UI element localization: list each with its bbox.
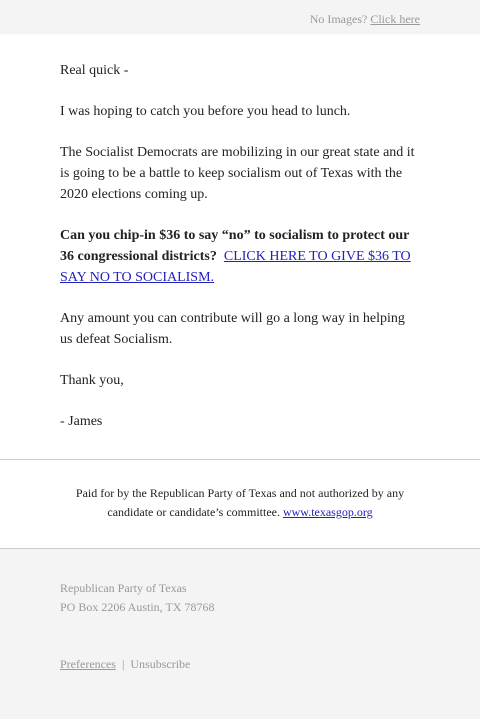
email-body [0, 34, 480, 459]
disclaimer-text: Paid for by the Republican Party of Texas and not authorized by any candidate or candidate’s committee. [75, 486, 405, 519]
paragraph-lunch: I was hoping to catch you before you head to lunch. [60, 104, 351, 119]
paid-for-disclaimer [0, 459, 480, 549]
org-name: Republican Party of Texas [60, 581, 187, 595]
mailing-address [60, 579, 420, 617]
donation-ask-bold: Can you chip-in $36 to say “no” to socialism to protect our 36 congressional districts? [60, 228, 410, 264]
donate-link[interactable]: CLICK HERE TO GIVE $36 TO SAY NO TO SOCIALISM. [60, 249, 411, 285]
paragraph-socialism: The Socialist Democrats are mobilizing in our great state and it is going to be a battle to keep socialism out of Texas with the 2020 elections coming up. [60, 145, 415, 202]
paragraph-contribute: Any amount you can contribute will go a long way in helping us defeat Socialism. [60, 311, 405, 347]
postal-address: PO Box 2206 Austin, TX 78768 [60, 600, 215, 614]
no-images-label: No Images? [309, 12, 371, 26]
thank-you: Thank you, [60, 373, 124, 388]
greeting: Real quick - [60, 63, 129, 78]
footer [0, 549, 480, 674]
website-link[interactable]: www.texasgop.org [282, 505, 373, 519]
unsubscribe-link[interactable]: Unsubscribe [130, 657, 191, 671]
signature: - James [60, 414, 103, 429]
view-online-bar [0, 0, 480, 34]
footer-links [60, 655, 420, 674]
preferences-link[interactable]: Preferences [60, 657, 116, 671]
click-here-link[interactable]: Click here [370, 12, 420, 26]
footer-separator: | [121, 657, 125, 671]
donation-ask [60, 225, 420, 288]
